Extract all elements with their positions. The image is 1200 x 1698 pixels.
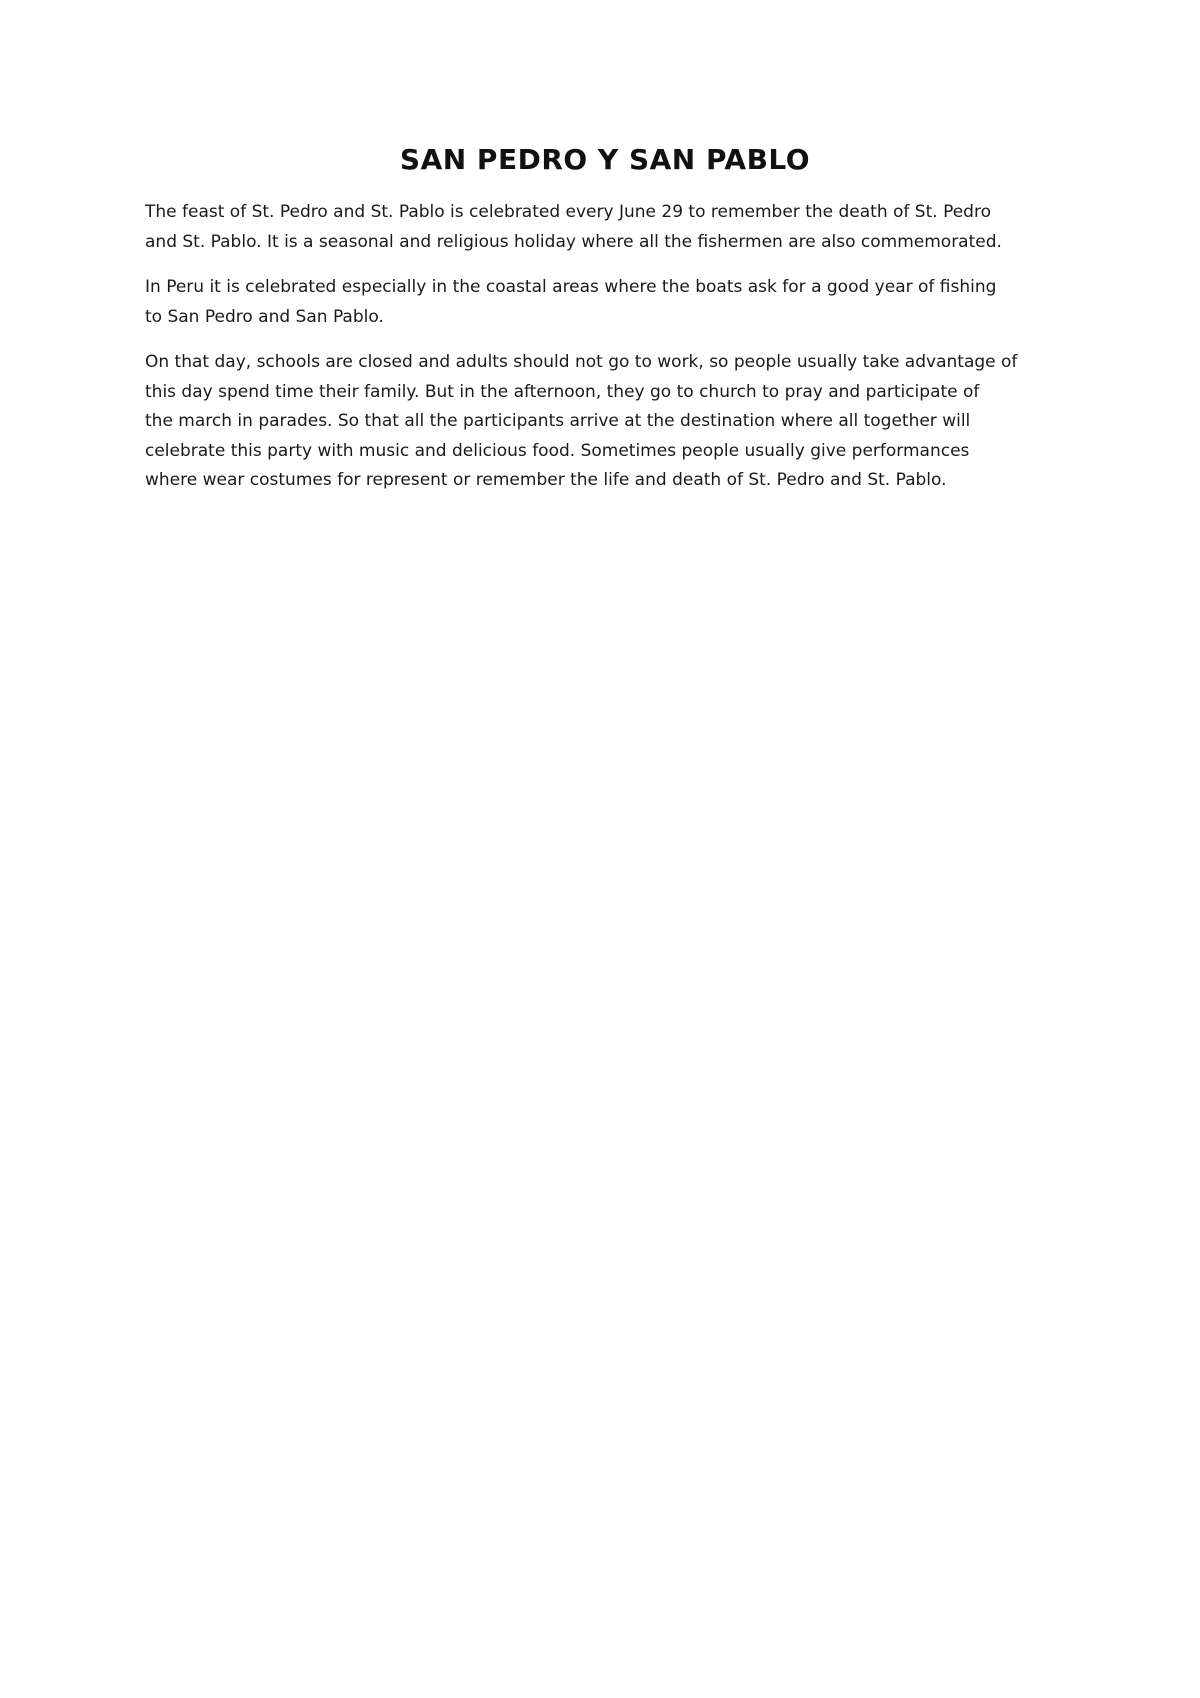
text-line: On that day, schools are closed and adults should not go to work, so people usually take advantage of xyxy=(145,352,1018,372)
paragraph-peru-celebration xyxy=(145,273,1065,332)
text-line: the march in parades. So that all the participants arrive at the destination where all together will xyxy=(145,411,971,431)
text-line: In Peru it is celebrated especially in the coastal areas where the boats ask for a good year of fishing xyxy=(145,277,997,297)
text-line: celebrate this party with music and delicious food. Sometimes people usually give performances xyxy=(145,440,970,461)
paragraph-feast-intro xyxy=(145,198,1065,257)
text-line: to San Pedro and San Pablo. xyxy=(145,306,384,327)
document-body xyxy=(145,140,1065,512)
text-line: The feast of St. Pedro and St. Pablo is celebrated every June 29 to remember the death of St. Pedro xyxy=(145,202,991,222)
text-line: this day spend time their family. But in the afternoon, they go to church to pray and participate of xyxy=(145,381,980,402)
document-title: SAN PEDRO Y SAN PABLO xyxy=(399,143,811,176)
text-line: and St. Pablo. It is a seasonal and religious holiday where all the fishermen are also commemorated. xyxy=(145,231,1002,252)
paragraph-day-activities xyxy=(145,348,1065,496)
text-line: where wear costumes for represent or remember the life and death of St. Pedro and St. Pablo. xyxy=(145,470,947,490)
